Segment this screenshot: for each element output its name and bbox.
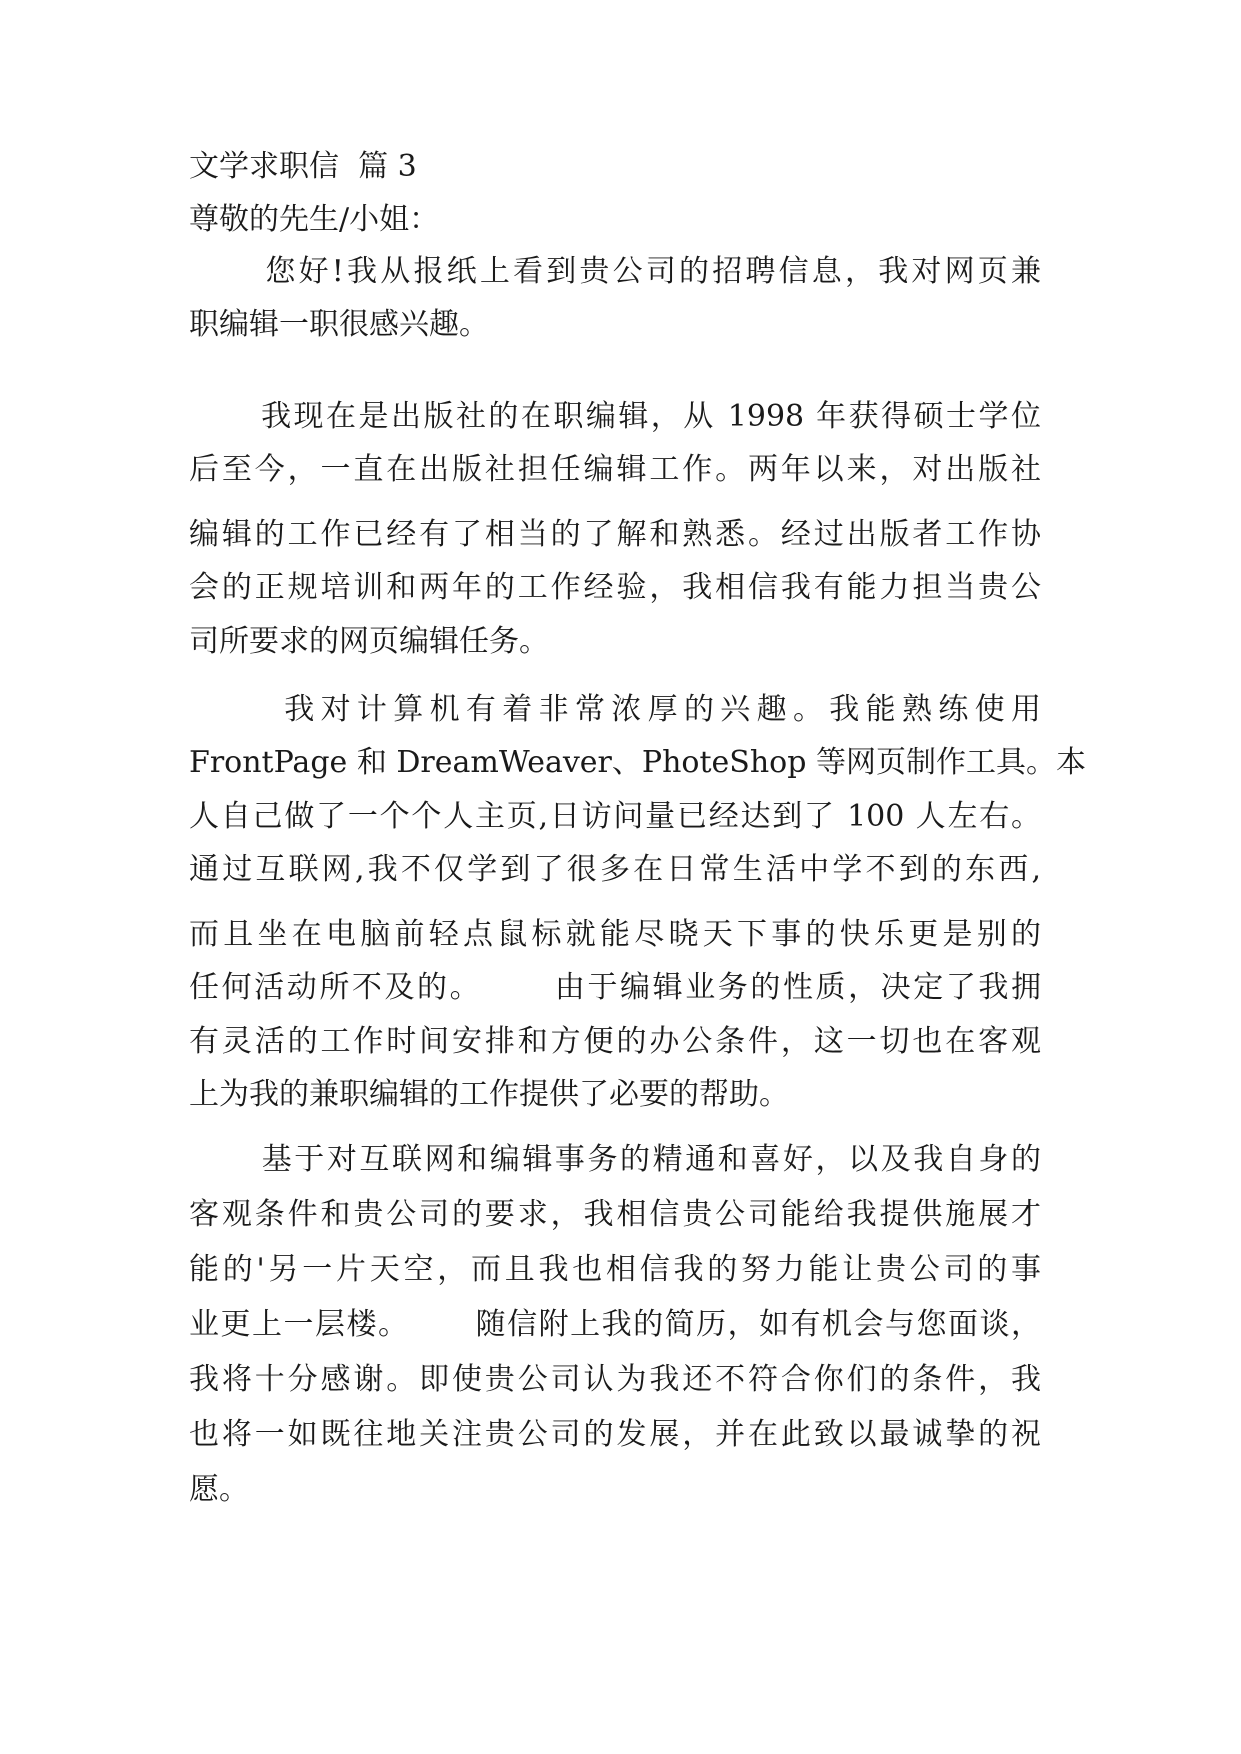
- body-line: 后至今，一直在出版社担任编辑工作。两年以来，对出版社: [189, 452, 1041, 487]
- body-line: 通过互联网,我不仅学到了很多在日常生活中学不到的东西,: [189, 852, 1041, 887]
- body-line: 编辑的工作已经有了相当的了解和熟悉。经过出版者工作协: [189, 517, 1041, 552]
- body-line: 人自己做了一个个人主页,日访问量已经达到了 100 人左右。: [189, 799, 1041, 834]
- body-line: 任何活动所不及的。 由于编辑业务的性质，决定了我拥: [189, 970, 1041, 1005]
- body-line: 会的正规培训和两年的工作经验，我相信我有能力担当贵公: [189, 570, 1041, 605]
- body-line: 上为我的兼职编辑的工作提供了必要的帮助。: [189, 1077, 789, 1112]
- body-line: 愿。: [189, 1472, 249, 1507]
- body-line: 您好!我从报纸上看到贵公司的招聘信息，我对网页兼: [189, 254, 1041, 289]
- body-line: 业更上一层楼。 随信附上我的简历，如有机会与您面谈，: [189, 1307, 1041, 1342]
- body-line: FrontPage 和 DreamWeaver、PhoteShop 等网页制作工具。本: [189, 745, 1086, 780]
- body-line: 司所要求的网页编辑任务。: [189, 624, 549, 659]
- body-line: 我将十分感谢。即使贵公司认为我还不符合你们的条件，我: [189, 1362, 1041, 1397]
- document-title: 文学求职信 篇 3: [189, 149, 417, 184]
- body-line: 也将一如既往地关注贵公司的发展，并在此致以最诚挚的祝: [189, 1417, 1041, 1452]
- body-line: 我现在是出版社的在职编辑，从 1998 年获得硕士学位: [189, 399, 1041, 434]
- body-line: 客观条件和贵公司的要求，我相信贵公司能给我提供施展才: [189, 1197, 1041, 1232]
- body-line: 基于对互联网和编辑事务的精通和喜好，以及我自身的: [189, 1142, 1041, 1177]
- body-line: 职编辑一职很感兴趣。: [189, 307, 489, 342]
- body-line: 有灵活的工作时间安排和方便的办公条件，这一切也在客观: [189, 1024, 1041, 1059]
- body-line: 而且坐在电脑前轻点鼠标就能尽晓天下事的快乐更是别的: [189, 917, 1041, 952]
- salutation: 尊敬的先生/小姐：: [189, 202, 440, 237]
- body-line: 能的'另一片天空，而且我也相信我的努力能让贵公司的事: [189, 1252, 1041, 1287]
- body-line: 我对计算机有着非常浓厚的兴趣。我能熟练使用: [189, 692, 1041, 727]
